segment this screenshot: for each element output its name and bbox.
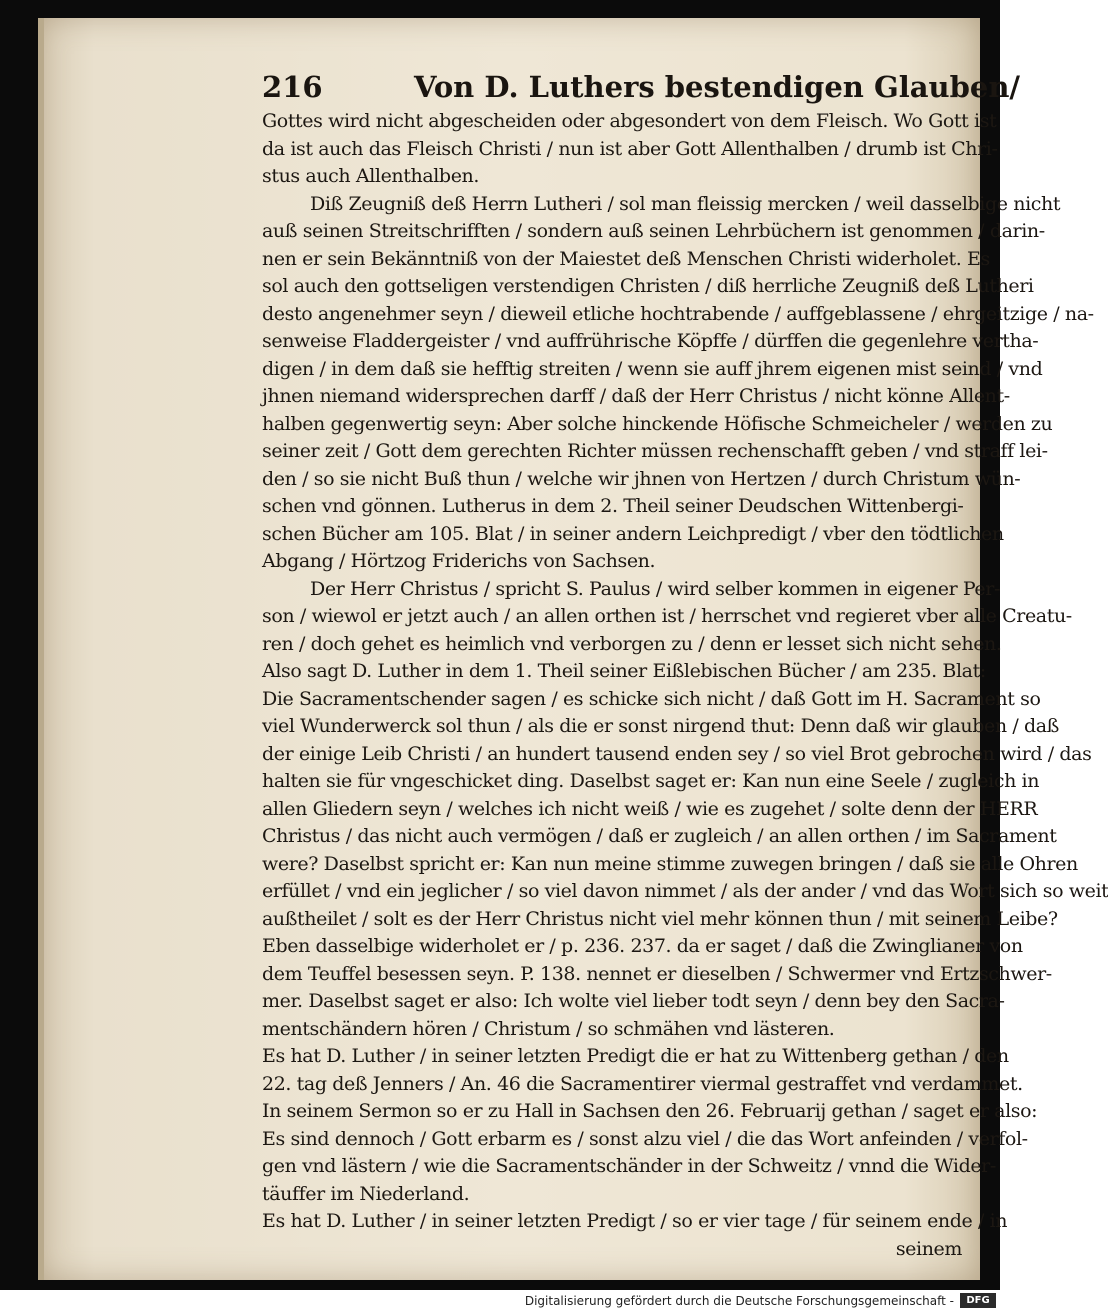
text-line: gen vnd lästern / wie die Sacramentschänder in der Schweitz / vnnd die Wider- xyxy=(262,1155,996,1177)
text-line: Der Herr Christus / spricht S. Paulus / wird selber kommen in eigener Per- xyxy=(310,577,1000,600)
text-line: da ist auch das Fleisch Christi / nun ist aber Gott Allenthalben / drumb ist Chri- xyxy=(262,137,998,160)
text-line: senweise Fladdergeister / vnd auffrührische Köpffe / dürffen die gegenlehre vertha- xyxy=(262,330,1039,352)
text-line: sol auch den gottseligen verstendigen Christen / diß herrliche Zeugniß deß Lutheri xyxy=(262,275,1034,297)
text-line: allen Gliedern seyn / welches ich nicht weiß / wie es zugehet / solte denn der HERR xyxy=(262,797,1038,820)
text-line: Also sagt D. Luther in dem 1. Theil seiner Eißlebischen Bücher / am 235. Blat: xyxy=(262,660,986,682)
text-line: den / so sie nicht Buß thun / welche wir jhnen von Hertzen / durch Christum wün- xyxy=(262,467,1021,490)
text-line: Gottes wird nicht abgescheiden oder abgesondert von dem Fleisch. Wo Gott ist xyxy=(262,110,997,132)
catchword: seinem xyxy=(895,1237,962,1260)
text-line: viel Wunderwerck sol thun / als die er sonst nirgend thut: Denn daß wir glauben / daß xyxy=(262,715,1059,737)
text-line: mer. Daselbst saget er also: Ich wolte viel lieber todt seyn / denn bey den Sacra- xyxy=(262,990,1005,1012)
running-head: Von D. Luthers bestendigen Glauben/ xyxy=(414,70,1021,104)
text-line: Es hat D. Luther / in seiner letzten Predigt / so er vier tage / für seinem ende / in xyxy=(262,1210,1008,1232)
page-number: 216 xyxy=(262,70,323,104)
body-text xyxy=(262,108,1108,1263)
text-line: Abgang / Hörtzog Friderichs von Sachsen. xyxy=(262,550,656,572)
text-line: Es sind dennoch / Gott erbarm es / sonst alzu viel / die das Wort anfeinden / verfol- xyxy=(262,1127,1028,1150)
footer-credit: Digitalisierung gefördert durch die Deutsche Forschungsgemeinschaft - xyxy=(524,1294,954,1308)
text-line: schen vnd gönnen. Lutherus in dem 2. Theil seiner Deudschen Wittenbergi- xyxy=(262,495,964,517)
text-line: täuffer im Niederland. xyxy=(262,1182,470,1205)
text-line: ren / doch gehet es heimlich vnd verborgen zu / denn er lesset sich nicht sehen. xyxy=(262,632,1002,655)
text-line: mentschändern hören / Christum / so schmähen vnd lästeren. xyxy=(262,1017,835,1040)
text-line: were? Daselbst spricht er: Kan nun meine stimme zuwegen bringen / daß sie alle Ohren xyxy=(262,852,1078,875)
text-line: dem Teuffel besessen seyn. P. 138. nennet er dieselben / Schwermer vnd Ertzschwer- xyxy=(262,962,1052,985)
text-line: Diß Zeugniß deß Herrn Lutheri / sol man fleissig mercken / weil dasselbige nicht xyxy=(310,192,1061,215)
text-line: erfüllet / vnd ein jeglicher / so viel davon nimmet / als der ander / vnd das Wort sich so weit xyxy=(262,880,1108,902)
text-line: stus auch Allenthalben. xyxy=(262,165,480,187)
text-line: Eben dasselbige widerholet er / p. 236. 237. da er saget / daß die Zwinglianer von xyxy=(262,935,1023,957)
text-line: Christus / das nicht auch vermögen / daß er zugleich / an allen orthen / im Sacrament xyxy=(262,825,1057,847)
text-line: außtheilet / solt es der Herr Christus nicht viel mehr können thun / mit seinem Leibe? xyxy=(262,907,1058,930)
text-line: desto angenehmer seyn / dieweil etliche hochtrabende / auffgeblassene / ehrgeitzige / na- xyxy=(262,302,1094,325)
text-line: jhnen niemand widersprechen darff / daß der Herr Christus / nicht könne Allent- xyxy=(262,385,1010,407)
text-line: 22. tag deß Jenners / An. 46 die Sacramentirer viermal gestraffet vnd verdammet. xyxy=(262,1072,1023,1095)
footer-bar xyxy=(0,1290,1000,1312)
text-line: son / wiewol er jetzt auch / an allen orthen ist / herrschet vnd regieret vber alle Creatu- xyxy=(262,605,1072,627)
text-line: auß seinen Streitschrifften / sondern auß seinen Lehrbüchern ist genommen / darin- xyxy=(262,220,1045,242)
page-header xyxy=(262,70,1021,110)
text-line: der einige Leib Christi / an hundert tausend enden sey / so viel Brot gebrochen wird / das xyxy=(262,742,1092,765)
text-line: halben gegenwertig seyn: Aber solche hinckende Höfische Schmeicheler / werden zu xyxy=(262,412,1053,435)
text-line: Die Sacramentschender sagen / es schicke sich nicht / daß Gott im H. Sacrament so xyxy=(262,687,1041,710)
text-line: halten sie für vngeschicket ding. Daselbst saget er: Kan nun eine Seele / zugleich in xyxy=(262,770,1040,792)
text-line: Es hat D. Luther / in seiner letzten Predigt die er hat zu Wittenberg gethan / den xyxy=(262,1045,1009,1067)
text-line: digen / in dem daß sie hefftig streiten / wenn sie auff jhrem eigenen mist seind / vnd xyxy=(262,357,1043,380)
text-line: nen er sein Bekänntniß von der Maiestet deß Menschen Christi widerholet. Es xyxy=(262,247,990,270)
text-line: seiner zeit / Gott dem gerechten Richter müssen rechenschafft geben / vnd straff lei- xyxy=(262,440,1048,462)
page-edge xyxy=(38,18,44,1280)
text-line: schen Bücher am 105. Blat / in seiner andern Leichpredigt / vber den tödtlichen xyxy=(262,522,1004,545)
dfg-logo-icon: DFG xyxy=(960,1293,996,1308)
text-line: In seinem Sermon so er zu Hall in Sachsen den 26. Februarij gethan / saget er also: xyxy=(262,1100,1038,1122)
